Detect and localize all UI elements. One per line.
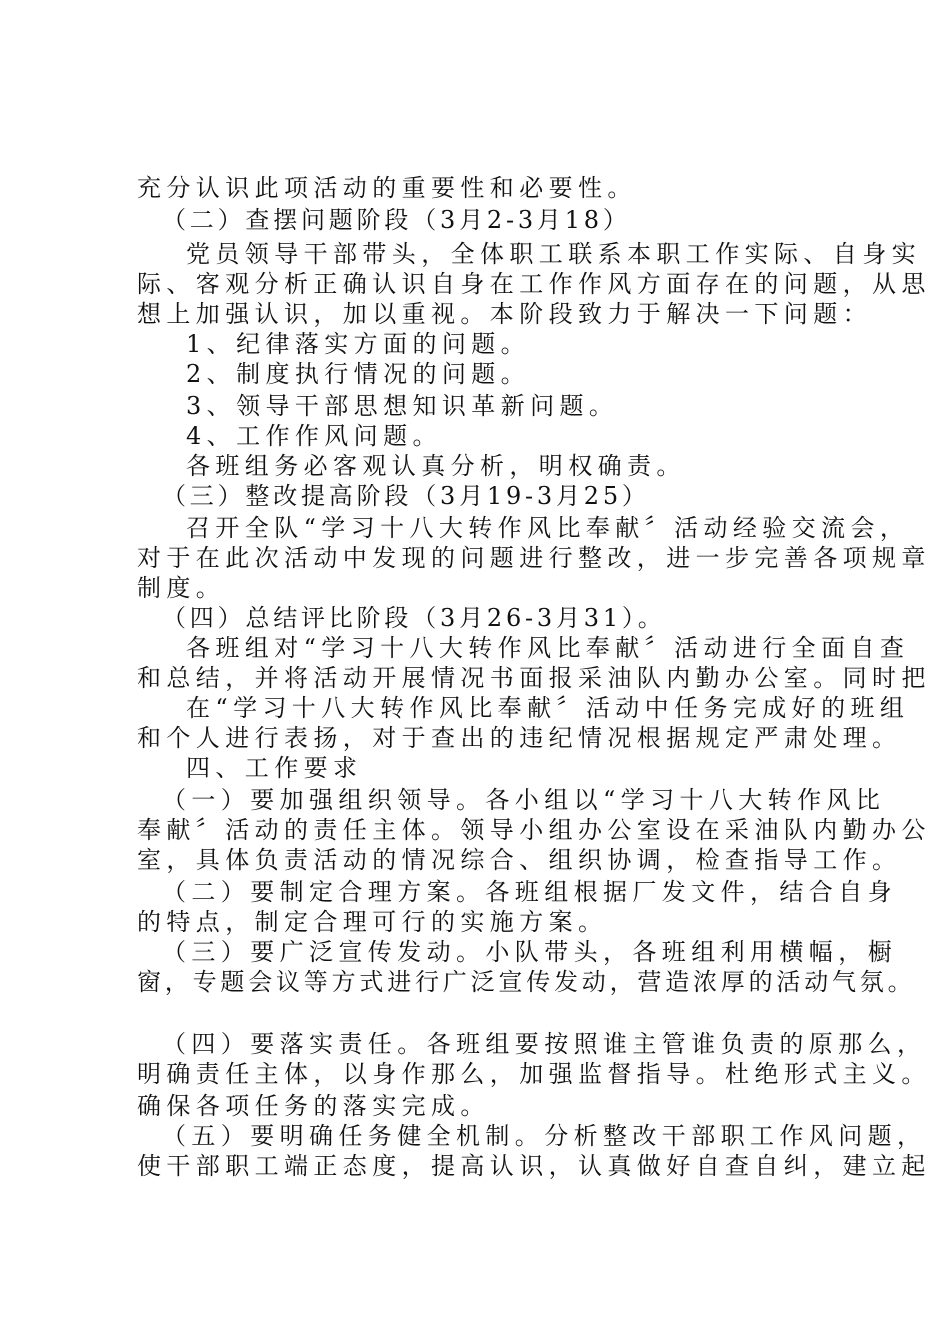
text-line: 明确责任主体，以身作那么，加强监督指导。杜绝形式主义。 [137, 1060, 931, 1088]
text-line: 对于在此次活动中发现的问题进行整改，进一步完善各项规章 [137, 544, 931, 572]
text-line: 制度。 [137, 574, 226, 602]
text-line: 际、客观分析正确认识自身在工作作风方面存在的问题，从思 [137, 270, 931, 298]
section-title: 四、工作要求 [186, 754, 363, 782]
text-line: （五）要明确任务健全机制。分析整改干部职工作风问题， [162, 1122, 927, 1150]
list-item: 2、制度执行情况的问题。 [186, 360, 531, 388]
section-heading-3: （三）整改提高阶段（3月19-3月25） [162, 482, 650, 510]
list-item: 4、工作作风问题。 [186, 422, 442, 450]
text-line: 窗，专题会议等方式进行广泛宣传发动，营造浓厚的活动气氛。 [137, 968, 916, 996]
text-line: （三）要广泛宣传发动。小队带头，各班组利用横幅，橱 [162, 938, 897, 966]
section-heading-2: （二）查摆问题阶段（3月2-3月18） [162, 206, 631, 234]
text-line: （一）要加强组织领导。各小组以“学习十八大转作风比 [162, 786, 886, 814]
text-line: 各班组对“学习十八大转作风比奉献〞活动进行全面自查 [186, 634, 910, 662]
text-line: 和总结，并将活动开展情况书面报采油队内勤办公室。同时把 [137, 664, 931, 692]
text-line: （二）要制定合理方案。各班组根据厂发文件，结合自身 [162, 878, 897, 906]
text-line: 召开全队“学习十八大转作风比奉献〞活动经验交流会， [186, 514, 910, 542]
section-heading-4: （四）总结评比阶段（3月26-3月31）。 [162, 604, 666, 632]
text-line: 和个人进行表扬，对于查出的违纪情况根据规定严肃处理。 [137, 724, 902, 752]
text-line: 充分认识此项活动的重要性和必要性。 [137, 174, 637, 202]
text-line: 的特点，制定合理可行的实施方案。 [137, 908, 608, 936]
text-line: 各班组务必客观认真分析，明权确责。 [186, 452, 686, 480]
text-line: 使干部职工端正态度，提高认识，认真做好自查自纠，建立起 [137, 1152, 931, 1180]
text-line: （四）要落实责任。各班组要按照谁主管谁负责的原那么， [162, 1030, 927, 1058]
text-line: 奉献〞活动的责任主体。领导小组办公室设在采油队内勤办公 [137, 816, 931, 844]
text-line: 党员领导干部带头，全体职工联系本职工作实际、自身实 [186, 240, 921, 268]
text-line: 在“学习十八大转作风比奉献〞活动中任务完成好的班组 [186, 694, 910, 722]
text-line: 室，具体负责活动的情况综合、组织协调，检查指导工作。 [137, 846, 902, 874]
text-line: 确保各项任务的落实完成。 [137, 1092, 490, 1120]
list-item: 1、纪律落实方面的问题。 [186, 330, 531, 358]
list-item: 3、领导干部思想知识革新问题。 [186, 392, 619, 420]
text-line: 想上加强认识，加以重视。本阶段致力于解决一下问题： [137, 300, 872, 328]
